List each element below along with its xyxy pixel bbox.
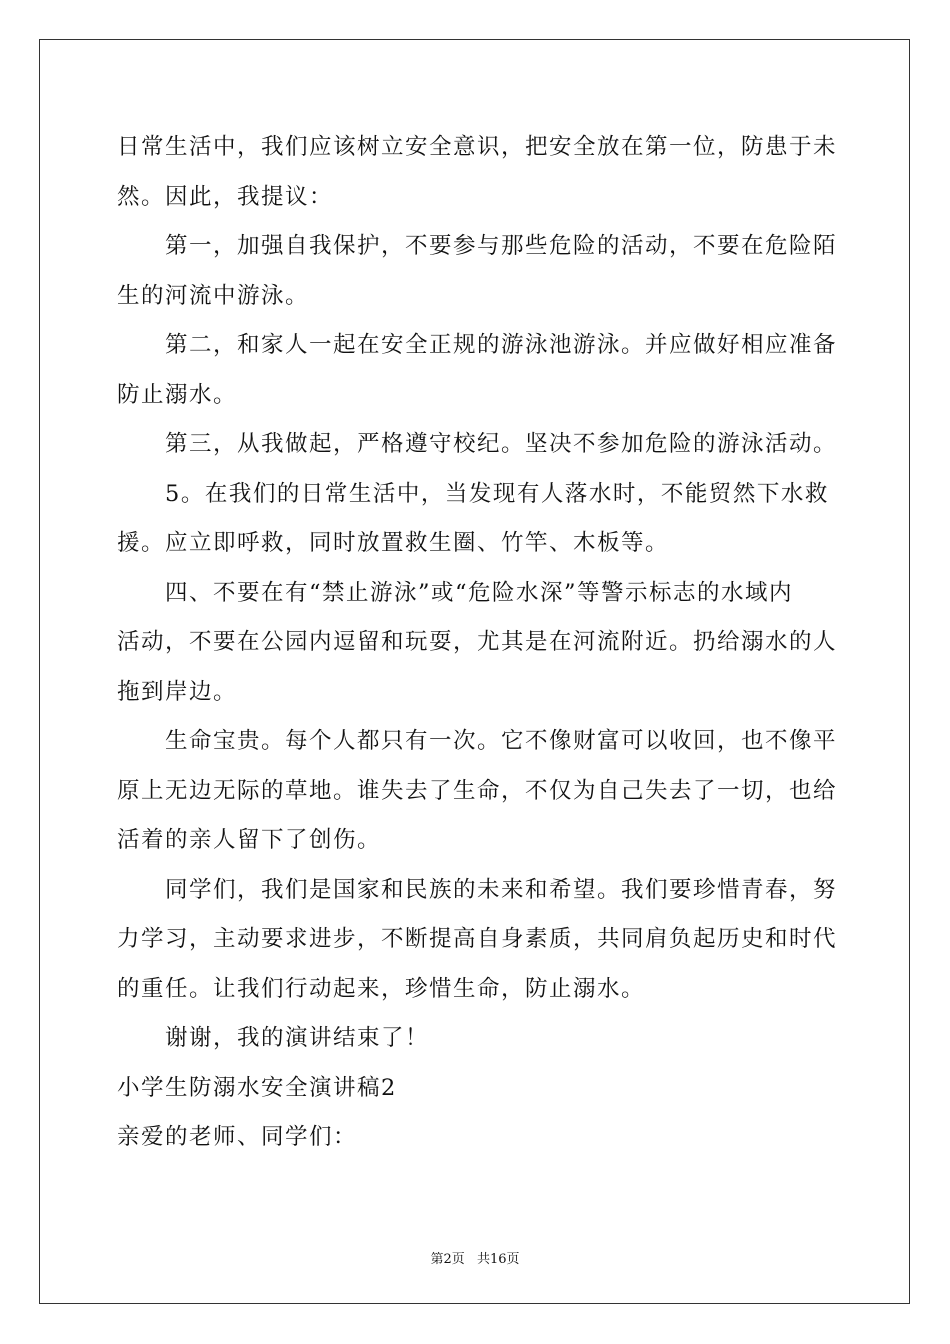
page-footer bbox=[0, 1248, 950, 1267]
section-heading: 小学生防溺水安全演讲稿2 bbox=[117, 1074, 397, 1101]
body-line: 四、不要在有“禁止游泳”或“危险水深”等警示标志的水域内 bbox=[165, 579, 794, 606]
body-line: 5。在我们的日常生活中，当发现有人落水时，不能贸然下水救 bbox=[165, 480, 829, 507]
body-line: 同学们，我们是国家和民族的未来和希望。我们要珍惜青春，努 bbox=[165, 876, 838, 903]
body-line: 援。应立即呼救，同时放置救生圈、竹竿、木板等。 bbox=[117, 530, 670, 556]
body-line: 第一，加强自我保护，不要参与那些危险的活动，不要在危险陌 bbox=[165, 233, 838, 259]
page-total: 共16页 bbox=[476, 1252, 520, 1267]
salutation: 亲爱的老师、同学们： bbox=[117, 1124, 358, 1150]
body-line: 第二，和家人一起在安全正规的游泳池游泳。并应做好相应准备 bbox=[165, 332, 838, 358]
body-line: 生的河流中游泳。 bbox=[117, 282, 310, 309]
body-line: 力学习，主动要求进步，不断提高自身素质，共同肩负起历史和时代 bbox=[117, 926, 838, 952]
body-line: 第三，从我做起，严格遵守校纪。坚决不参加危险的游泳活动。 bbox=[165, 431, 838, 457]
body-line: 原上无边无际的草地。谁失去了生命，不仅为自己失去了一切，也给 bbox=[117, 777, 838, 804]
page-number: 第2页 bbox=[430, 1252, 465, 1267]
body-line: 生命宝贵。每个人都只有一次。它不像财富可以收回，也不像平 bbox=[165, 728, 838, 754]
body-line: 然。因此，我提议： bbox=[117, 183, 334, 210]
body-line: 活动，不要在公园内逗留和玩耍，尤其是在河流附近。扔给溺水的人 bbox=[117, 629, 838, 655]
body-line: 防止溺水。 bbox=[117, 381, 238, 408]
body-line: 的重任。让我们行动起来，珍惜生命，防止溺水。 bbox=[117, 975, 646, 1002]
body-line: 谢谢，我的演讲结束了！ bbox=[165, 1025, 430, 1051]
body-line: 日常生活中，我们应该树立安全意识，把安全放在第一位，防患于未 bbox=[117, 134, 838, 160]
document-body bbox=[117, 127, 838, 1167]
body-line: 拖到岸边。 bbox=[117, 678, 238, 705]
body-line: 活着的亲人留下了创伤。 bbox=[117, 827, 382, 853]
